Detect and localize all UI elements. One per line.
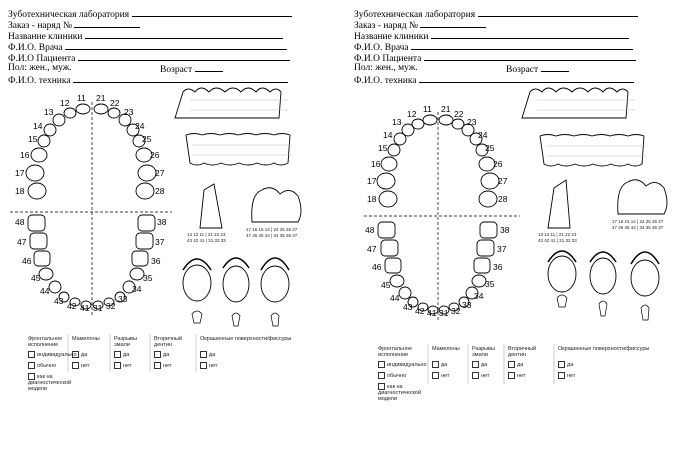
tech-label: Ф.И.О. техника (354, 76, 417, 86)
tooth-36: 36 (151, 256, 161, 266)
mamelons-no[interactable]: нет (72, 362, 89, 369)
sex-label: Пол: жен., муж. (8, 63, 72, 73)
tooth-45: 45 (381, 280, 391, 290)
frontal-title: Фронтальное исполнение (28, 336, 63, 348)
tooth-27: 27 (155, 168, 165, 178)
enamel-yes[interactable]: да (472, 361, 487, 368)
frontal-usual[interactable]: обычно (28, 362, 56, 369)
checkbox[interactable] (558, 372, 565, 379)
tooth-18: 18 (367, 194, 377, 204)
incisor-row2: 43 42 41 | 31 32 33 (187, 238, 226, 243)
patient-label: Ф.И.О Пациента (8, 54, 76, 64)
tooth-37: 37 (155, 237, 165, 247)
molar-row2: 47 46 45 44 | 34 35 36 37 (612, 225, 664, 230)
sex-label: Пол: жен., муж. (354, 63, 418, 73)
checkbox[interactable] (558, 361, 565, 368)
tooth-28: 28 (155, 186, 165, 196)
checkbox[interactable] (508, 361, 515, 368)
stain-title: Окрашенные поверхности/фиссуры (200, 336, 292, 342)
tooth-42: 42 (415, 306, 425, 316)
mamelons-yes[interactable]: да (72, 351, 87, 358)
checkbox[interactable] (28, 373, 35, 380)
tech-label: Ф.И.О. техника (8, 76, 71, 86)
checkbox[interactable] (200, 351, 207, 358)
tooth-42: 42 (67, 301, 77, 311)
checkbox[interactable] (28, 362, 35, 369)
tooth-22: 22 (454, 109, 464, 119)
incisor-row2: 43 42 41 | 31 32 33 (538, 238, 577, 243)
tooth-26: 26 (150, 150, 160, 160)
tooth-36: 36 (493, 262, 503, 272)
checkbox[interactable] (378, 361, 385, 368)
tooth-28: 28 (498, 194, 508, 204)
checkbox[interactable] (154, 362, 161, 369)
secondary-yes[interactable]: да (508, 361, 523, 368)
frontal-individual[interactable]: индивидуально (378, 361, 427, 368)
tooth-12: 12 (60, 98, 70, 108)
checkbox[interactable] (378, 383, 385, 390)
tooth-11: 11 (77, 93, 86, 103)
tooth-22: 22 (110, 98, 120, 108)
frontal-model[interactable]: как на диагностической модели (28, 373, 72, 392)
tooth-48: 48 (15, 217, 25, 227)
clinic-label: Название клиники (8, 32, 83, 42)
checkbox[interactable] (432, 361, 439, 368)
tooth-11: 11 (423, 104, 432, 114)
stain-yes[interactable]: да (200, 351, 215, 358)
tooth-15: 15 (28, 134, 38, 144)
tooth-21: 21 (96, 93, 106, 103)
secondary-no[interactable]: нет (508, 372, 525, 379)
tooth-25: 25 (485, 143, 495, 153)
tooth-31: 31 (439, 308, 449, 318)
checkbox[interactable] (154, 351, 161, 358)
tooth-17: 17 (367, 176, 377, 186)
stain-yes[interactable]: да (558, 361, 573, 368)
tooth-14: 14 (383, 130, 393, 140)
secondary-title: Вторичный дентин (154, 336, 183, 348)
tooth-47: 47 (17, 237, 27, 247)
frontal-individual[interactable]: индивидуально (28, 351, 77, 358)
tooth-12: 12 (407, 109, 417, 119)
frontal-usual[interactable]: обычно (378, 372, 406, 379)
tooth-15: 15 (378, 143, 388, 153)
tooth-13: 13 (44, 107, 54, 117)
enamel-yes[interactable]: да (114, 351, 129, 358)
tooth-45: 45 (31, 273, 41, 283)
checkbox[interactable] (28, 351, 35, 358)
lab-label: Зуботехническая лаборатория (354, 10, 476, 20)
tooth-43: 43 (54, 296, 64, 306)
tooth-33: 33 (118, 294, 128, 304)
mamelons-title: Мамелоны (432, 346, 460, 352)
enamel-no[interactable]: нет (472, 372, 489, 379)
tooth-44: 44 (390, 293, 400, 303)
tooth-38: 38 (500, 225, 510, 235)
tooth-47: 47 (367, 244, 377, 254)
tooth-43: 43 (403, 302, 413, 312)
secondary-no[interactable]: нет (154, 362, 171, 369)
mamelons-no[interactable]: нет (432, 372, 449, 379)
checkbox[interactable] (378, 372, 385, 379)
lab-label: Зуботехническая лаборатория (8, 10, 130, 20)
tooth-13: 13 (392, 117, 402, 127)
order-label: Заказ - наряд № (354, 21, 419, 31)
enamel-title: Разрывы эмали (114, 336, 137, 348)
secondary-yes[interactable]: да (154, 351, 169, 358)
tooth-27: 27 (498, 176, 508, 186)
incisor-row1: 13 12 11 | 21 22 23 (187, 232, 226, 237)
checkbox[interactable] (472, 361, 479, 368)
tooth-34: 34 (132, 284, 142, 294)
checkbox[interactable] (508, 372, 515, 379)
checkbox[interactable] (72, 351, 79, 358)
order-label: Заказ - наряд № (8, 21, 73, 31)
mamelons-title: Мамелоны (72, 336, 100, 342)
tooth-23: 23 (467, 117, 477, 127)
stain-no[interactable]: нет (200, 362, 217, 369)
tooth-48: 48 (365, 225, 375, 235)
checkbox[interactable] (472, 372, 479, 379)
tooth-16: 16 (20, 150, 30, 160)
tooth-46: 46 (22, 256, 32, 266)
tooth-41: 41 (80, 303, 90, 313)
clinic-label: Название клиники (354, 32, 429, 42)
tooth-37: 37 (497, 244, 507, 254)
secondary-title: Вторичный дентин (508, 346, 537, 358)
checkbox[interactable] (72, 362, 79, 369)
tooth-34: 34 (474, 291, 484, 301)
tooth-25: 25 (142, 134, 152, 144)
age-label: Возраст (160, 65, 193, 75)
age-label: Возраст (506, 65, 539, 75)
checkbox[interactable] (114, 351, 121, 358)
tooth-32: 32 (106, 301, 116, 311)
stain-no[interactable]: нет (558, 372, 575, 379)
incisor-row1: 13 12 11 | 21 22 23 (538, 232, 577, 237)
tooth-26: 26 (493, 159, 503, 169)
tooth-41: 41 (427, 308, 437, 318)
enamel-title: Разрывы эмали (472, 346, 495, 358)
tooth-18: 18 (15, 186, 25, 196)
checkbox[interactable] (200, 362, 207, 369)
molar-row1: 17 16 15 14 | 24 25 26 27 (612, 219, 664, 224)
stain-title: Окрашенные поверхности/фиссуры (558, 346, 650, 352)
molar-row1: 17 16 15 14 | 24 25 26 27 (246, 227, 298, 232)
tooth-32: 32 (451, 306, 461, 316)
tooth-33: 33 (462, 300, 472, 310)
patient-label: Ф.И.О Пациента (354, 54, 422, 64)
checkbox[interactable] (432, 372, 439, 379)
enamel-no[interactable]: нет (114, 362, 131, 369)
frontal-title: Фронтальное исполнение (378, 346, 413, 358)
tooth-38: 38 (157, 217, 167, 227)
molar-row2: 47 46 45 44 | 34 35 36 37 (246, 233, 298, 238)
tooth-44: 44 (40, 286, 50, 296)
doctor-label: Ф.И.О. Врача (354, 43, 409, 53)
tooth-16: 16 (371, 159, 381, 169)
tooth-21: 21 (441, 104, 451, 114)
tooth-17: 17 (15, 168, 25, 178)
tooth-23: 23 (124, 107, 134, 117)
checkbox[interactable] (114, 362, 121, 369)
tooth-35: 35 (485, 279, 495, 289)
tooth-24: 24 (135, 121, 145, 131)
order-sheet-right (350, 0, 700, 459)
tooth-14: 14 (33, 121, 43, 131)
frontal-model[interactable]: как на диагностической модели (378, 383, 422, 402)
mamelons-yes[interactable]: да (432, 361, 447, 368)
doctor-label: Ф.И.О. Врача (8, 43, 63, 53)
tooth-46: 46 (372, 262, 382, 272)
tooth-31: 31 (93, 303, 103, 313)
tooth-35: 35 (143, 273, 153, 283)
tooth-24: 24 (478, 130, 488, 140)
